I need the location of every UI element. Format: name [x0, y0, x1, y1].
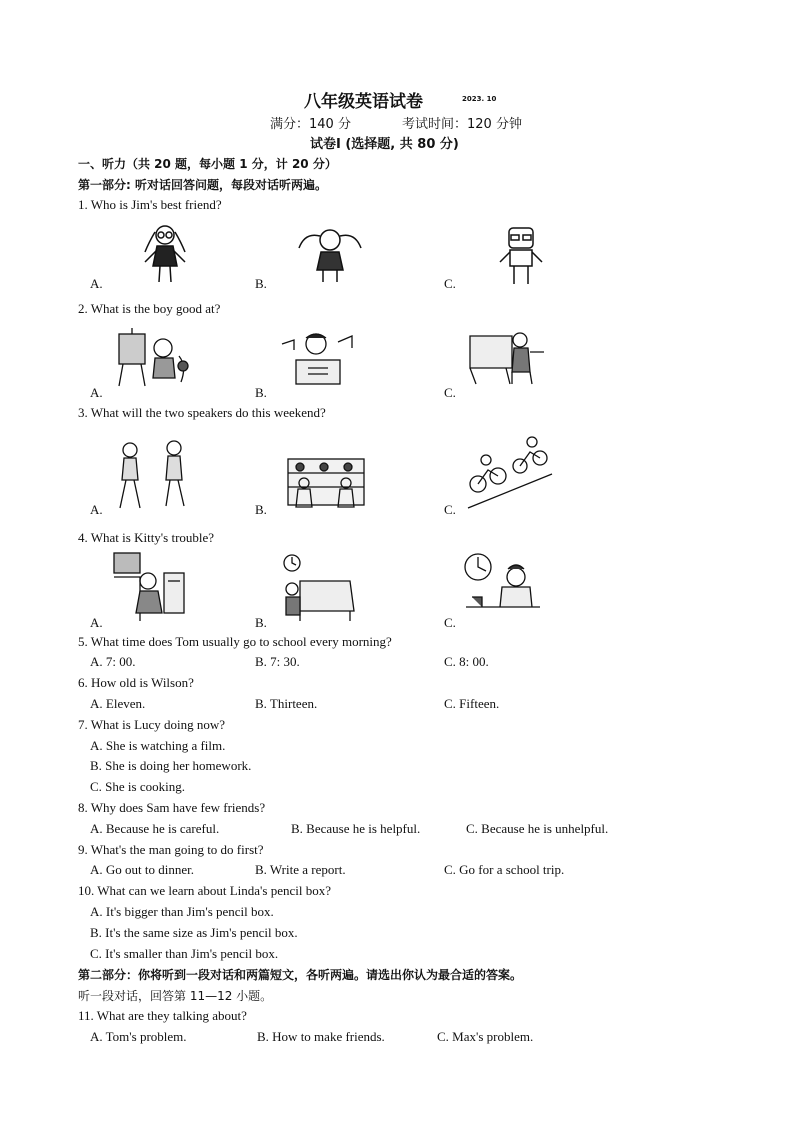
option-9b: B. Write a report. [255, 862, 346, 877]
option-1b: B. [255, 276, 267, 291]
two-people-cycling-illustration [466, 436, 554, 510]
option-3c: C. [444, 502, 456, 517]
option-5c: C. 8: 00. [444, 654, 489, 669]
option-1c: C. [444, 276, 456, 291]
section-listening: 一、听力（共 20 题，每小题 1 分，计 20 分） [78, 157, 337, 171]
girl-watching-tv-illustration [110, 551, 188, 621]
two-people-walking-illustration [114, 440, 194, 512]
option-2a: A. [90, 385, 103, 400]
girl-with-pigtails-illustration [295, 226, 365, 284]
option-8c: C. Because he is unhelpful. [466, 821, 609, 836]
boy-with-glasses-illustration [496, 226, 546, 286]
option-3b: B. [255, 502, 267, 517]
question-10: 10. What can we learn about Linda's pencil box? [78, 883, 331, 898]
question-7: 7. What is Lucy doing now? [78, 717, 226, 732]
option-7a: A. She is watching a film. [90, 738, 226, 753]
girl-doing-homework-with-clock-illustration [462, 551, 542, 621]
question-8: 8. Why does Sam have few friends? [78, 800, 266, 815]
question-1: 1. Who is Jim's best friend? [78, 197, 222, 212]
option-5a: A. 7: 00. [90, 654, 136, 669]
part-two-heading: 第二部分：你将听到一段对话和两篇短文，各听两遍。请选出你认为最合适的答案。 [78, 968, 523, 982]
boy-singing-illustration [278, 330, 358, 388]
question-4: 4. What is Kitty's trouble? [78, 530, 215, 545]
option-2b: B. [255, 385, 267, 400]
option-8a: A. Because he is careful. [90, 821, 220, 836]
question-5: 5. What time does Tom usually go to school every morning? [78, 634, 392, 649]
question-9: 9. What's the man going to do first? [78, 842, 264, 857]
option-8b: B. Because he is helpful. [291, 821, 421, 836]
option-11b: B. How to make friends. [257, 1029, 385, 1044]
paper-one-heading: 试卷Ⅰ (选择题, 共 80 分) [310, 137, 459, 152]
option-10b: B. It's the same size as Jim's pencil box. [90, 925, 298, 940]
exam-date: 2023. 10 [462, 95, 497, 103]
option-9a: A. Go out to dinner. [90, 862, 194, 877]
option-6a: A. Eleven. [90, 696, 146, 711]
option-4c: C. [444, 615, 456, 630]
question-6: 6. How old is Wilson? [78, 675, 194, 690]
exam-title: 八年级英语试卷 [304, 92, 423, 112]
option-9c: C. Go for a school trip. [444, 862, 565, 877]
option-6c: C. Fifteen. [444, 696, 500, 711]
option-5b: B. 7: 30. [255, 654, 300, 669]
question-2: 2. What is the boy good at? [78, 301, 221, 316]
question-11: 11. What are they talking about? [78, 1008, 247, 1023]
option-10c: C. It's smaller than Jim's pencil box. [90, 946, 279, 961]
people-shopping-illustration [284, 455, 368, 511]
option-2c: C. [444, 385, 456, 400]
boy-playing-piano-illustration [466, 328, 546, 386]
option-7c: C. She is cooking. [90, 779, 185, 794]
part-two-intro: 听一段对话，回答第 11—12 小题。 [78, 989, 273, 1003]
option-1a: A. [90, 276, 103, 291]
option-11c: C. Max's problem. [437, 1029, 534, 1044]
option-10a: A. It's bigger than Jim's pencil box. [90, 904, 274, 919]
option-3a: A. [90, 502, 103, 517]
part-one-heading: 第一部分: 听对话回答问题，每段对话听两遍。 [78, 178, 327, 192]
option-11a: A. Tom's problem. [90, 1029, 187, 1044]
option-6b: B. Thirteen. [255, 696, 318, 711]
question-3: 3. What will the two speakers do this weekend? [78, 405, 326, 420]
girl-playing-piano-with-clock-illustration [278, 553, 358, 621]
boy-painting-illustration [115, 326, 190, 390]
girl-with-glasses-illustration [135, 222, 195, 284]
full-score: 满分：140 分 [270, 117, 351, 132]
option-4a: A. [90, 615, 103, 630]
exam-time: 考试时间：120 分钟 [402, 117, 522, 132]
option-4b: B. [255, 615, 267, 630]
option-7b: B. She is doing her homework. [90, 758, 252, 773]
